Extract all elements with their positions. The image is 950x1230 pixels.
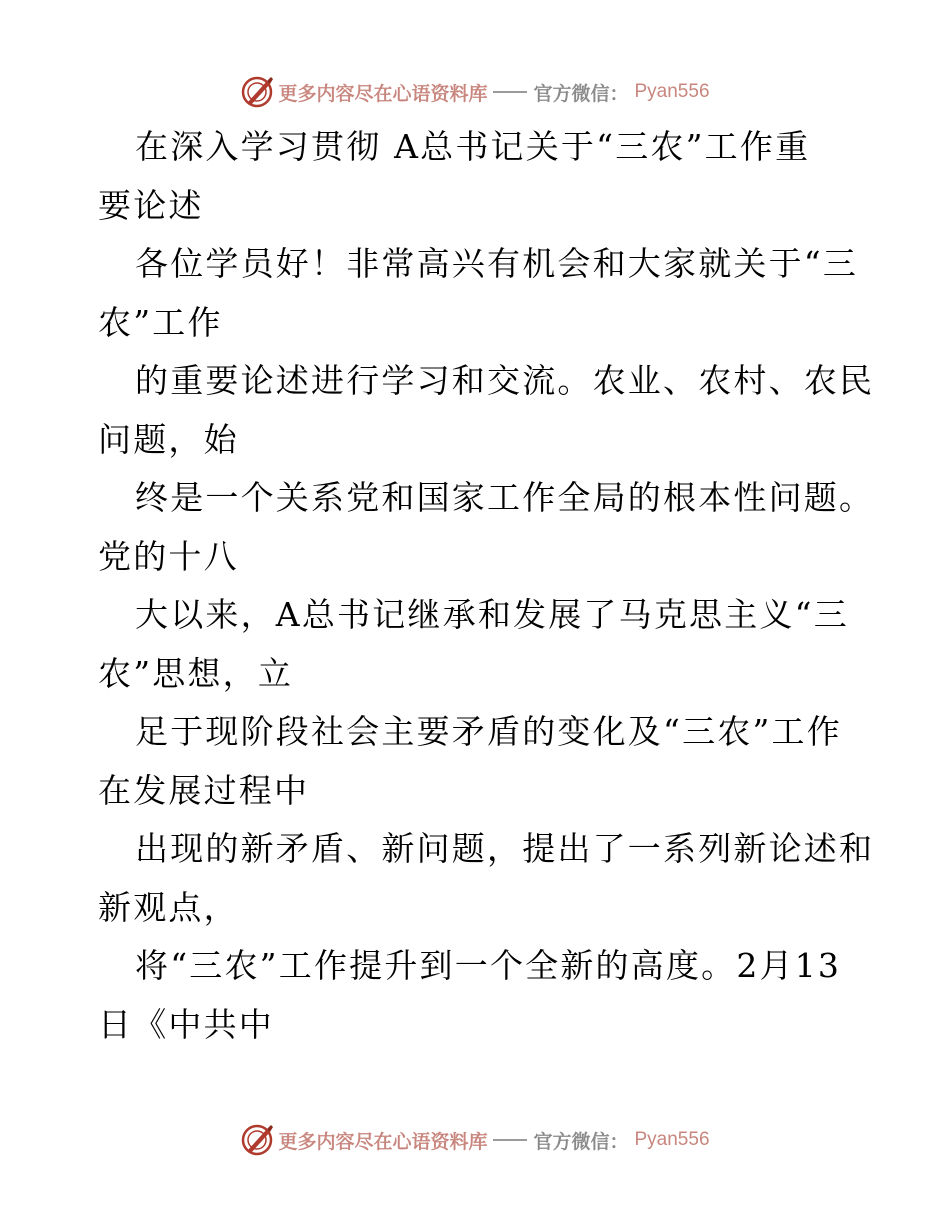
body-line: 足于现阶段社会主要矛盾的变化及“三农”工作 (135, 712, 842, 751)
body-line: 各位学员好！非常高兴有机会和大家就关于“三 (135, 244, 859, 283)
body-line: 农”思想，立 (98, 653, 294, 693)
body-line: 大以来，A总书记继承和发展了马克思主义“三 (135, 595, 849, 634)
body-line: 农”工作 (98, 302, 223, 342)
body-line: 的重要论述进行学习和交流。农业、农村、农民 (135, 361, 875, 400)
pen-logo-icon (240, 1123, 274, 1157)
footer-wechat-label: 官方微信： (533, 1130, 629, 1153)
footer-banner (0, 1118, 950, 1162)
body-line: 党的十八 (98, 536, 239, 576)
pen-logo-icon (240, 75, 274, 109)
footer-wechat-id: Pyan556 (634, 1129, 710, 1150)
header-wechat-id: Pyan556 (634, 81, 710, 102)
header-banner-content (240, 75, 709, 109)
header-banner (0, 70, 950, 114)
body-line: 出现的新矛盾、新问题，提出了一系列新论述和 (135, 829, 875, 868)
body-line: 终是一个关系党和国家工作全局的根本性问题。 (135, 478, 875, 517)
body-line: 在发展过程中 (98, 770, 310, 810)
header-banner-dash (493, 91, 527, 93)
body-line: 将“三农”工作提升到一个全新的高度。2月13 (135, 946, 842, 985)
footer-banner-content (240, 1123, 709, 1157)
footer-banner-text: 更多内容尽在心语资料库 (278, 1130, 488, 1153)
body-line: 在深入学习贯彻 A总书记关于“三农”工作重 (135, 127, 811, 166)
body-line: 新观点， (98, 887, 239, 927)
body-line: 问题，始 (98, 419, 239, 459)
document-body (98, 118, 875, 1054)
footer-banner-dash (493, 1139, 527, 1141)
header-wechat-label: 官方微信： (533, 82, 629, 105)
header-banner-text: 更多内容尽在心语资料库 (278, 82, 488, 105)
body-line: 日《中共中 (98, 1004, 274, 1044)
body-line: 要论述 (98, 185, 204, 225)
